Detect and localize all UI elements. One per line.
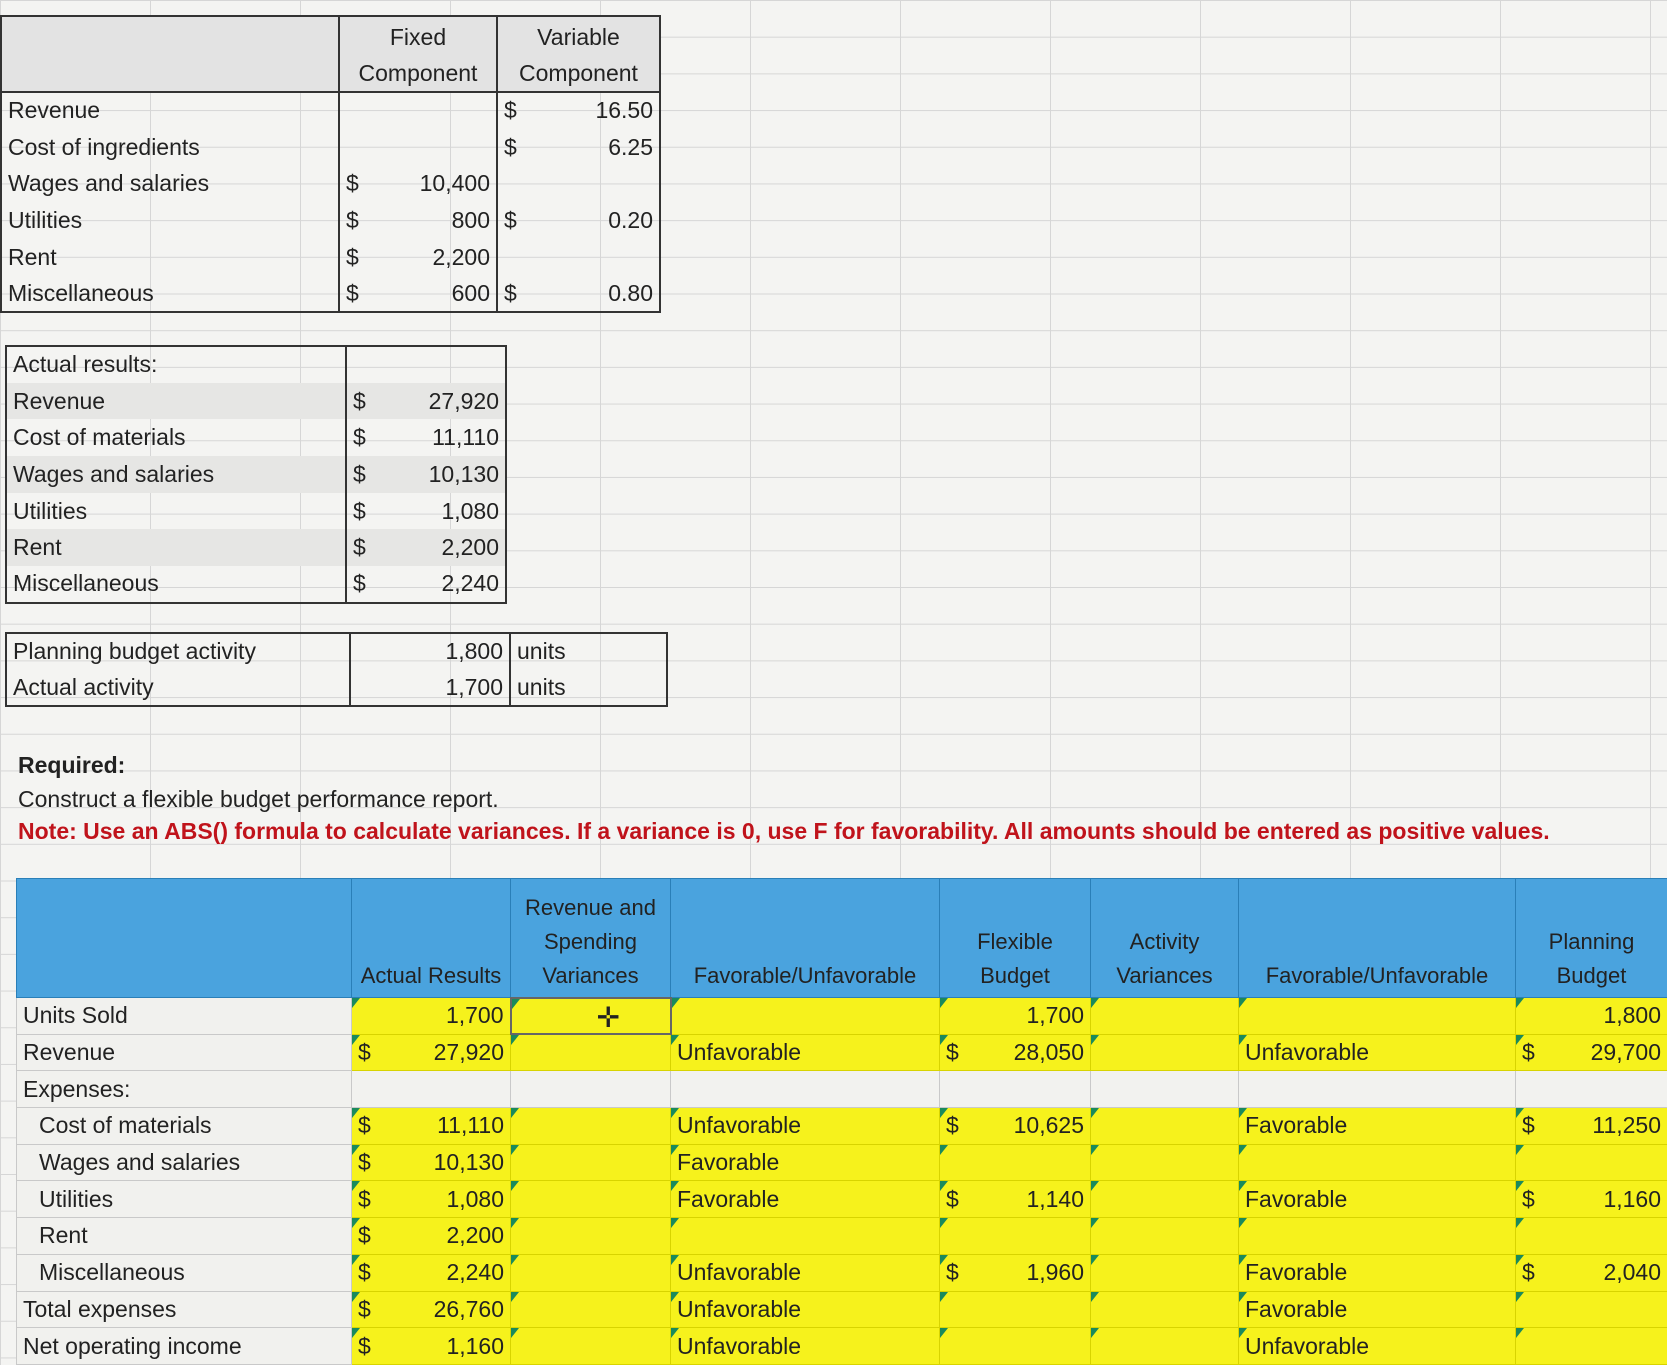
cost-row (1, 92, 660, 129)
currency-symbol: $ (353, 570, 366, 597)
report-cell[interactable] (352, 1218, 511, 1255)
report-value[interactable]: 11,110 (437, 1112, 504, 1139)
currency-symbol: $ (346, 244, 359, 271)
report-value[interactable]: 1,800 (1603, 1002, 1661, 1029)
cost-row (1, 202, 660, 239)
fixed-value: 600 (452, 280, 490, 307)
favorability-value[interactable]: Favorable (1245, 1296, 1347, 1322)
report-cell[interactable] (1239, 1218, 1516, 1255)
report-cell[interactable] (1516, 1291, 1667, 1328)
report-cell[interactable] (352, 1071, 511, 1108)
report-cell[interactable] (352, 1034, 511, 1071)
report-cell[interactable] (352, 1144, 511, 1181)
report-cell[interactable] (1239, 1034, 1516, 1071)
report-value[interactable]: 28,050 (1014, 1039, 1084, 1066)
required-text: Construct a flexible budget performance report. (18, 786, 499, 813)
report-cell[interactable] (511, 1328, 671, 1365)
report-header-3: Favorable/Unfavorable (671, 879, 940, 998)
report-cell[interactable] (940, 1034, 1091, 1071)
report-cell[interactable] (940, 1218, 1091, 1255)
report-cell[interactable] (352, 1328, 511, 1365)
report-cell[interactable] (671, 1328, 940, 1365)
cost-label: Miscellaneous (1, 275, 339, 312)
cost-row (1, 239, 660, 276)
report-header-5: Activity Variances (1091, 879, 1239, 998)
currency-symbol: $ (353, 424, 366, 451)
actual-value: 27,920 (429, 388, 499, 415)
currency-symbol: $ (504, 280, 517, 307)
favorability-value[interactable]: Unfavorable (677, 1039, 801, 1065)
actual-row (6, 383, 506, 420)
report-value[interactable]: 2,040 (1603, 1259, 1661, 1286)
favorability-value[interactable]: Favorable (1245, 1259, 1347, 1285)
currency-symbol: $ (504, 134, 517, 161)
currency-symbol: $ (358, 1222, 371, 1249)
report-cell[interactable] (940, 1254, 1091, 1291)
variable-header: Variable Component (497, 16, 660, 92)
variable-value: 6.25 (608, 134, 653, 161)
report-cell[interactable] (1239, 1254, 1516, 1291)
report-value[interactable]: 2,200 (446, 1222, 504, 1249)
actual-title: Actual results: (6, 346, 346, 383)
report-row (17, 1181, 1667, 1218)
report-cell[interactable] (1516, 1144, 1667, 1181)
cost-label: Cost of ingredients (1, 129, 339, 166)
currency-symbol: $ (1522, 1039, 1535, 1066)
report-cell[interactable] (1239, 998, 1516, 1035)
currency-symbol: $ (1522, 1186, 1535, 1213)
report-cell[interactable] (671, 1254, 940, 1291)
report-row (17, 1071, 1667, 1108)
actual-row (6, 493, 506, 530)
flexible-budget-report (16, 878, 1667, 1365)
report-header-4: Flexible Budget (940, 879, 1091, 998)
report-cell[interactable] (352, 1254, 511, 1291)
currency-symbol: $ (946, 1259, 959, 1286)
variable-value: 16.50 (595, 97, 653, 124)
report-cell[interactable] (1516, 1034, 1667, 1071)
report-cell[interactable] (940, 1328, 1091, 1365)
report-cell[interactable] (940, 1144, 1091, 1181)
report-cell[interactable] (1239, 1071, 1516, 1108)
favorability-value[interactable]: Unfavorable (1245, 1039, 1369, 1065)
cost-formula-table (0, 15, 661, 313)
currency-symbol: $ (358, 1149, 371, 1176)
report-value[interactable]: 11,250 (1592, 1112, 1661, 1139)
report-cell[interactable] (1239, 1144, 1516, 1181)
report-cell[interactable] (511, 1108, 671, 1145)
required-title: Required: (18, 752, 125, 779)
currency-symbol: $ (946, 1186, 959, 1213)
report-cell[interactable] (511, 998, 671, 1035)
currency-symbol: $ (504, 97, 517, 124)
currency-symbol: $ (358, 1112, 371, 1139)
currency-symbol: $ (353, 534, 366, 561)
report-value[interactable]: 1,140 (1026, 1186, 1084, 1213)
cost-row (1, 165, 660, 202)
actual-row (6, 419, 506, 456)
report-cell[interactable] (1091, 1181, 1239, 1218)
report-cell[interactable] (511, 1034, 671, 1071)
actual-label: Rent (6, 529, 346, 566)
report-cell[interactable] (1516, 1108, 1667, 1145)
report-cell[interactable] (1091, 1291, 1239, 1328)
required-note: Note: Use an ABS() formula to calculate variances. If a variance is 0, use F for favorability. All amounts should be entered as positive values. (18, 818, 1550, 845)
currency-symbol: $ (1522, 1259, 1535, 1286)
report-cell[interactable] (1239, 1108, 1516, 1145)
report-cell[interactable] (352, 998, 511, 1035)
report-cell[interactable] (511, 1291, 671, 1328)
report-cell[interactable] (1516, 1328, 1667, 1365)
report-row-label: Utilities (17, 1181, 352, 1218)
report-value[interactable]: 1,700 (446, 1002, 504, 1029)
report-cell[interactable] (1516, 998, 1667, 1035)
cell-cursor-icon: ✛ (597, 1001, 620, 1034)
report-row-label: Wages and salaries (17, 1144, 352, 1181)
actual-value: 11,110 (432, 424, 499, 451)
report-cell[interactable] (1091, 998, 1239, 1035)
cost-label: Rent (1, 239, 339, 276)
currency-symbol: $ (346, 280, 359, 307)
favorability-value[interactable]: Favorable (677, 1186, 779, 1212)
activity-label: Actual activity (6, 670, 350, 707)
currency-symbol: $ (358, 1296, 371, 1323)
report-row-label: Units Sold (17, 998, 352, 1035)
report-cell[interactable] (511, 1144, 671, 1181)
activity-value: 1,700 (350, 670, 510, 707)
activity-label: Planning budget activity (6, 633, 350, 670)
report-row-label: Total expenses (17, 1291, 352, 1328)
currency-symbol: $ (353, 388, 366, 415)
cost-row (1, 275, 660, 312)
favorability-value[interactable]: Unfavorable (677, 1296, 801, 1322)
report-row (17, 1291, 1667, 1328)
actual-label: Revenue (6, 383, 346, 420)
fixed-value: 2,200 (432, 244, 490, 271)
currency-symbol: $ (358, 1333, 371, 1360)
activity-unit: units (510, 670, 667, 707)
report-value[interactable]: 1,160 (1603, 1186, 1661, 1213)
report-row-label: Net operating income (17, 1328, 352, 1365)
report-cell[interactable] (671, 1144, 940, 1181)
report-cell[interactable] (671, 1108, 940, 1145)
report-cell[interactable] (1239, 1328, 1516, 1365)
report-value[interactable]: 10,130 (434, 1149, 504, 1176)
report-row-label: Revenue (17, 1034, 352, 1071)
report-value[interactable]: 2,240 (446, 1259, 504, 1286)
cost-label: Utilities (1, 202, 339, 239)
report-cell[interactable] (940, 998, 1091, 1035)
currency-symbol: $ (346, 207, 359, 234)
report-value[interactable]: 27,920 (434, 1039, 504, 1066)
cost-row (1, 129, 660, 166)
report-cell[interactable] (1091, 1218, 1239, 1255)
variable-value: 0.20 (608, 207, 653, 234)
favorability-value[interactable]: Unfavorable (677, 1112, 801, 1138)
report-row (17, 1328, 1667, 1365)
cost-label: Wages and salaries (1, 165, 339, 202)
currency-symbol: $ (353, 498, 366, 525)
report-row (17, 1034, 1667, 1071)
favorability-value[interactable]: Unfavorable (677, 1333, 801, 1359)
actual-value: 1,080 (441, 498, 499, 525)
currency-symbol: $ (358, 1259, 371, 1286)
report-cell[interactable] (1091, 1071, 1239, 1108)
report-value[interactable]: 10,625 (1014, 1112, 1084, 1139)
activity-unit: units (510, 633, 667, 670)
actual-value: 2,200 (441, 534, 499, 561)
report-row (17, 1218, 1667, 1255)
report-value[interactable]: 29,700 (1591, 1039, 1661, 1066)
report-value[interactable]: 1,080 (446, 1186, 504, 1213)
favorability-value[interactable]: Unfavorable (1245, 1333, 1369, 1359)
actual-label: Miscellaneous (6, 566, 346, 603)
report-row (17, 1254, 1667, 1291)
report-cell[interactable] (1091, 1108, 1239, 1145)
favorability-value[interactable]: Unfavorable (677, 1259, 801, 1285)
report-cell[interactable] (1091, 1328, 1239, 1365)
currency-symbol: $ (346, 170, 359, 197)
report-cell[interactable] (352, 1181, 511, 1218)
report-cell[interactable] (1091, 1254, 1239, 1291)
actual-value: 2,240 (441, 570, 499, 597)
report-header-0 (17, 879, 352, 998)
activity-row (6, 633, 667, 670)
actual-label: Cost of materials (6, 419, 346, 456)
report-cell[interactable] (940, 1291, 1091, 1328)
favorability-value[interactable]: Favorable (1245, 1186, 1347, 1212)
activity-table (5, 632, 668, 707)
report-cell[interactable] (671, 1071, 940, 1108)
actual-value: 10,130 (429, 461, 499, 488)
report-cell[interactable] (671, 1034, 940, 1071)
report-cell[interactable] (671, 1218, 940, 1255)
report-cell[interactable] (671, 998, 940, 1035)
report-cell[interactable] (352, 1291, 511, 1328)
report-header-1: Actual Results (352, 879, 511, 998)
fixed-value: 10,400 (420, 170, 490, 197)
actual-row (6, 529, 506, 566)
report-cell[interactable] (1516, 1071, 1667, 1108)
report-cell[interactable] (1239, 1291, 1516, 1328)
report-value[interactable]: 26,760 (434, 1296, 504, 1323)
activity-value: 1,800 (350, 633, 510, 670)
report-value[interactable]: 1,700 (1026, 1002, 1084, 1029)
report-cell[interactable] (1091, 1144, 1239, 1181)
report-row-label: Expenses: (17, 1071, 352, 1108)
report-header-6: Favorable/Unfavorable (1239, 879, 1516, 998)
report-cell[interactable] (352, 1108, 511, 1145)
report-value[interactable]: 1,160 (446, 1333, 504, 1360)
cost-label: Revenue (1, 92, 339, 129)
fixed-header: Fixed Component (339, 16, 497, 92)
report-row-label: Cost of materials (17, 1108, 352, 1145)
currency-symbol: $ (504, 207, 517, 234)
report-value[interactable]: 1,960 (1026, 1259, 1084, 1286)
actual-row (6, 566, 506, 603)
report-row (17, 1144, 1667, 1181)
currency-symbol: $ (353, 461, 366, 488)
activity-row (6, 670, 667, 707)
report-row (17, 1108, 1667, 1145)
currency-symbol: $ (946, 1039, 959, 1066)
currency-symbol: $ (358, 1039, 371, 1066)
fixed-value: 800 (452, 207, 490, 234)
report-cell[interactable] (940, 1108, 1091, 1145)
report-cell[interactable] (511, 1218, 671, 1255)
report-header-7: Planning Budget (1516, 879, 1667, 998)
report-cell[interactable] (1516, 1181, 1667, 1218)
actual-row (6, 456, 506, 493)
variable-value: 0.80 (608, 280, 653, 307)
report-cell[interactable] (940, 1071, 1091, 1108)
report-cell[interactable] (671, 1181, 940, 1218)
actual-label: Utilities (6, 493, 346, 530)
report-cell[interactable] (940, 1181, 1091, 1218)
report-cell[interactable] (1516, 1218, 1667, 1255)
report-header-2: Revenue and Spending Variances (511, 879, 671, 998)
favorability-value[interactable]: Favorable (677, 1149, 779, 1175)
report-cell[interactable] (1516, 1254, 1667, 1291)
report-cell[interactable] (511, 1071, 671, 1108)
report-cell[interactable] (1239, 1181, 1516, 1218)
report-cell[interactable] (1091, 1034, 1239, 1071)
report-row-label: Rent (17, 1218, 352, 1255)
actual-label: Wages and salaries (6, 456, 346, 493)
report-cell[interactable] (511, 1181, 671, 1218)
currency-symbol: $ (1522, 1112, 1535, 1139)
favorability-value[interactable]: Favorable (1245, 1112, 1347, 1138)
report-row (17, 998, 1667, 1035)
report-row-label: Miscellaneous (17, 1254, 352, 1291)
currency-symbol: $ (946, 1112, 959, 1139)
report-cell[interactable] (511, 1254, 671, 1291)
currency-symbol: $ (358, 1186, 371, 1213)
actual-results-table (5, 345, 507, 604)
report-cell[interactable] (671, 1291, 940, 1328)
